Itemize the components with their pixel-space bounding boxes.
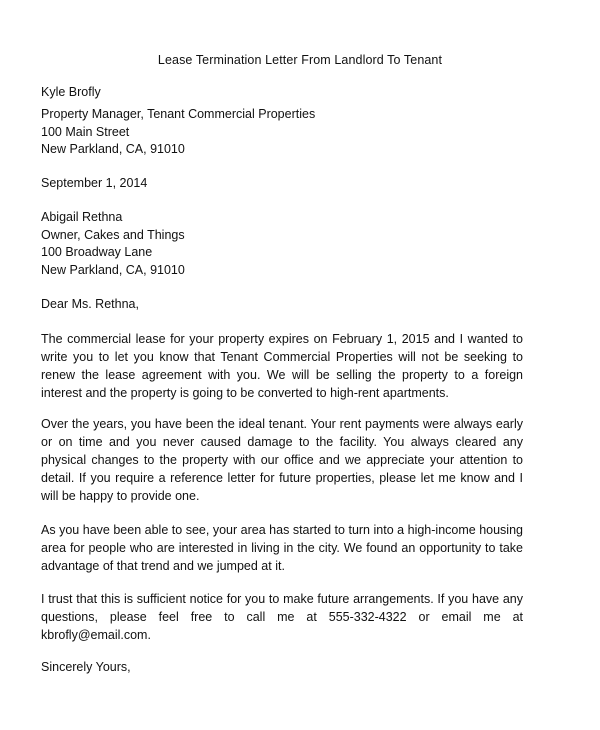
recipient-street: 100 Broadway Lane (41, 245, 153, 259)
body-paragraph-4: I trust that this is sufficient notice for you to make future arrangements. If you have any questions, please feel free to call me at 555-332-4322 or email me at kbrofly@email.com. (41, 592, 523, 642)
sender-block (41, 84, 101, 102)
salutation-block (41, 296, 139, 314)
letter-date: September 1, 2014 (41, 176, 148, 190)
sender-title-company: Property Manager, Tenant Commercial Properties (41, 107, 316, 121)
closing: Sincerely Yours, (41, 660, 131, 674)
date-block (41, 175, 147, 193)
closing-block (41, 659, 131, 677)
recipient-city: New Parkland, CA, 91010 (41, 262, 185, 277)
sender-address-block (41, 106, 315, 159)
recipient-name: Abigail Rethna (41, 210, 123, 224)
recipient-title-company: Owner, Cakes and Things (41, 227, 185, 242)
sender-street: 100 Main Street (41, 124, 130, 139)
body-paragraph-3: As you have been able to see, your area has started to turn into a high-income housing area for people who are interested in living in the city. We found an opportunity to take advantage of that trend and we jumped at it. (41, 523, 523, 573)
body-paragraph-1: The commercial lease for your property expires on February 1, 2015 and I wanted to write you to let you know that Tenant Commercial Properties will not be seeking to renew the lease agreement with you. We will be selling the property to a foreign interest and the property is going to be converted to high-rent apartments. (41, 332, 523, 400)
body-paragraph-2: Over the years, you have been the ideal tenant. Your rent payments were always early or on time and you never caused damage to the facility. You always cleared any physical changes to the property with our office and we appreciate your attention to detail. If you require a reference letter for future properties, please let me know and I will be happy to provide one. (41, 417, 523, 503)
sender-city: New Parkland, CA, 91010 (41, 142, 185, 156)
sender-name: Kyle Brofly (41, 85, 101, 99)
salutation: Dear Ms. Rethna, (41, 297, 139, 311)
recipient-block (41, 209, 185, 279)
letter-title: Lease Termination Letter From Landlord To Tenant (157, 53, 443, 67)
